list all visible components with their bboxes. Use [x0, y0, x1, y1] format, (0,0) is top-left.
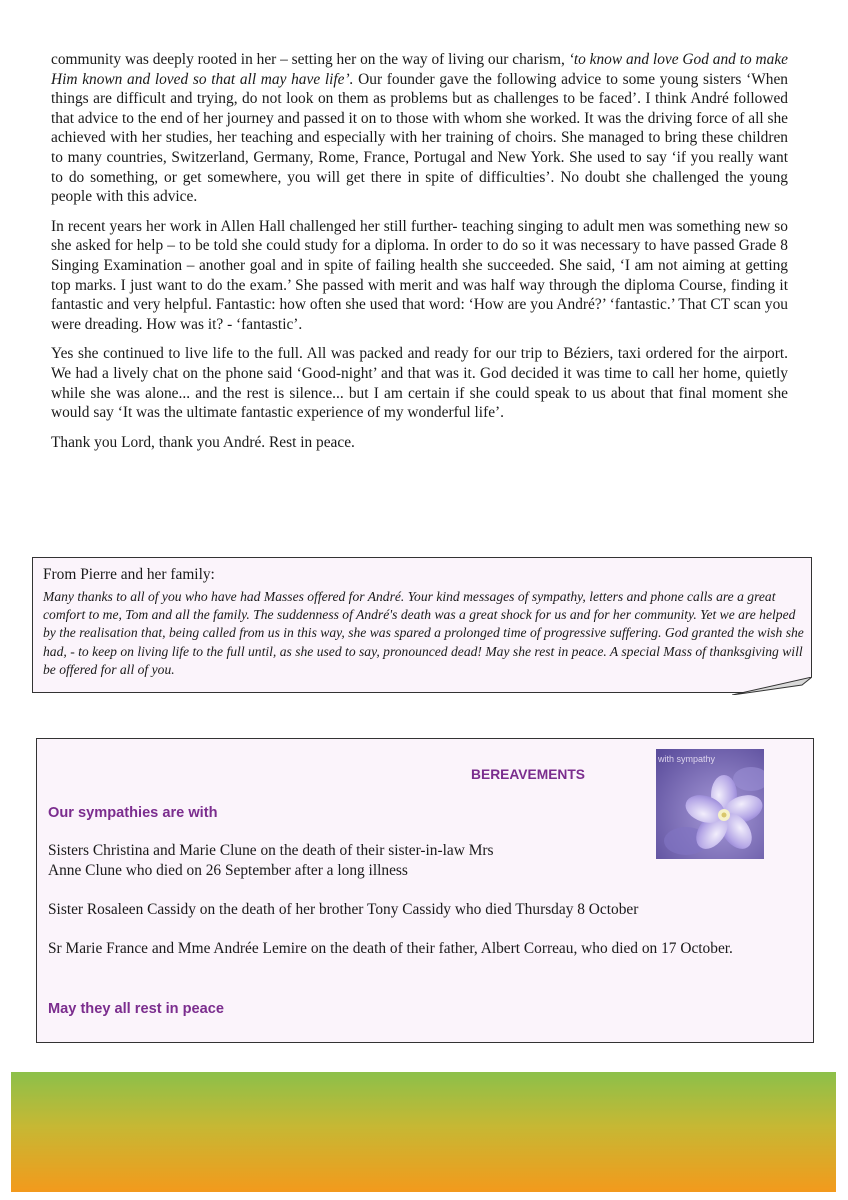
p1-text-b: Our founder gave the following advice to some young sisters ‘When things are difficult and trying, do not look on them as problems but as challenges to be faced’. I think André followed that advice to the end of her journey and passed it on to those with whom she worked. It was the driving force of all she achieved with her studies, her teaching and especially with her training of choirs. She managed to bring these children to many countries, Switzerland, Germany, Rome, France, Portugal and New York. She used to say ‘if you really want to do something, or get somewhere, you will get there in spite of difficulties’. No doubt she challenged the young people with this advice.: [51, 70, 788, 206]
footer-gradient-band: [11, 1072, 836, 1192]
sympathy-flower-image: [656, 749, 764, 859]
family-note-box: [32, 557, 812, 693]
bereavements-closing: May they all rest in peace: [48, 1001, 225, 1017]
family-note-title: From Pierre and her family:: [43, 566, 215, 583]
p1-text-a: community was deeply rooted in her – setting her on the way of living our charism,: [51, 51, 569, 68]
bereavements-heading: BEREAVEMENTS: [471, 767, 585, 782]
bereavements-box: [36, 738, 814, 1043]
flower-icon: [656, 749, 764, 859]
family-note-body: Many thanks to all of you who have had Masses offered for André. Your kind messages of sympathy, letters and phone calls are a great comfort to me, Tom and all the family. The suddenness of André's death was a great shock for us and for her community. Yet we are helped by the realisation that, being called from us in this way, she was spared a prolonged time of progressive suffering. God granted the wish she had, - to keep on living life to the full until, as she used to say, pronounced dead! May she rest in peace. A special Mass of thanksgiving will be offered for all of you.: [43, 589, 804, 677]
bereavements-subheading: Our sympathies are with: [48, 805, 218, 821]
image-caption: with sympathy: [658, 754, 716, 764]
article-paragraph-3: Yes she continued to live life to the full. All was packed and ready for our trip to Béziers, taxi ordered for the airport. We had a lively chat on the phone said ‘Good-night’ and that was it. God decided it was time to call her home, quietly while she was alone... and the rest is silence... but I am certain if she could speak to us about that final moment she would say ‘It was the ultimate fantastic experience of my wonderful life’.: [51, 345, 788, 422]
page-curl-corner: [732, 677, 812, 695]
bereavement-item-cassidy: Sister Rosaleen Cassidy on the death of her brother Tony Cassidy who died Thursday 8 October: [48, 901, 639, 918]
bereavement-item-clune: Sisters Christina and Marie Clune on the death of their sister-in-law Mrs Anne Clune who died on 26 September after a long illness: [48, 842, 494, 879]
article-paragraph-2: In recent years her work in Allen Hall challenged her still further- teaching singing to adult men was something new so she asked for help – to be told she could study for a diploma. In order to do so it was necessary to have passed Grade 8 Singing Examination – another goal and in spite of failing health she succeeded. She said, ‘I am not aiming at getting top marks. I just want to do the exam.’ She passed with merit and was half way through the diploma Course, finding it fantastic and very helpful. Fantastic: how often she used that word: ‘How are you André?’ ‘fantastic.’ That CT scan you were dreading. How was it? - ‘fantastic’.: [51, 217, 788, 333]
charism-quote: ‘to know and love God and to make Him known and loved so that all may have life’.: [51, 51, 788, 88]
bereavement-item-lemire: Sr Marie France and Mme Andrée Lemire on the death of their father, Albert Correau, who died on 17 October.: [48, 940, 733, 957]
article-body: [51, 50, 788, 462]
article-paragraph-4: Thank you Lord, thank you André. Rest in peace.: [51, 433, 355, 451]
article-paragraph-1: [51, 50, 788, 207]
